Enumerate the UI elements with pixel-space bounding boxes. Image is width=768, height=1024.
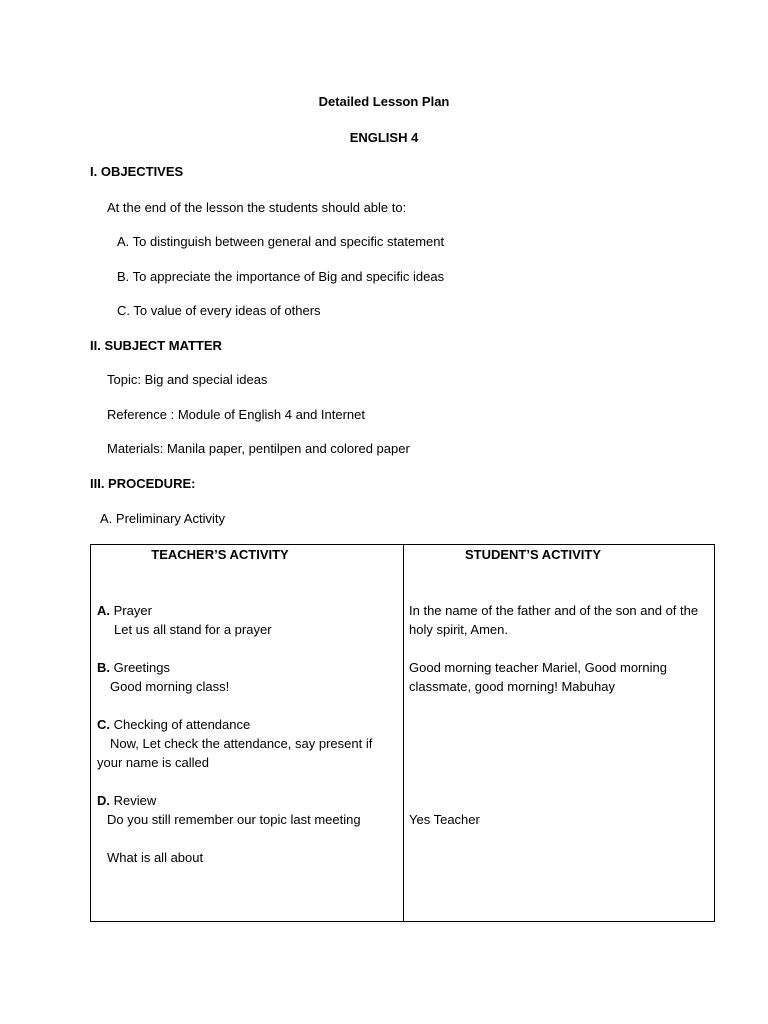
row-label: Review [113,793,157,808]
student-text: Yes Teacher [409,812,480,827]
subject-materials: Materials: Manila paper, pentilpen and colored paper [107,441,410,456]
row-letter: A. [97,603,110,618]
teacher-text: Now, Let check the attendance, say present if your name is called [97,736,373,770]
objective-item: A. To distinguish between general and specific statement [117,234,445,249]
table-row [97,715,397,772]
student-activity-header: STUDENT’S ACTIVITY [464,547,602,562]
subject-reference: Reference : Module of English 4 and Internet [107,407,365,422]
procedure-heading: III. PROCEDURE: [90,476,196,491]
row-letter: B. [97,660,110,675]
objective-item: B. To appreciate the importance of Big and specific ideas [117,269,445,284]
activity-table [90,544,715,922]
teacher-text: Do you still remember our topic last meeting [107,812,361,827]
procedure-sub-heading: A. Preliminary Activity [100,511,225,526]
row-label: Prayer [113,603,152,618]
subject-matter-heading: II. SUBJECT MATTER [90,338,222,353]
table-row [97,601,397,639]
row-label: Greetings [113,660,170,675]
objectives-heading: I. OBJECTIVES [90,164,184,179]
teacher-text: Let us all stand for a prayer [114,622,272,637]
teacher-activity-header: TEACHER’S ACTIVITY [151,547,289,562]
objectives-intro: At the end of the lesson the students should able to: [107,200,407,215]
subject-topic: Topic: Big and special ideas [107,372,268,387]
teacher-text: What is all about [107,850,204,865]
table-divider [403,545,404,921]
objective-item: C. To value of every ideas of others [117,303,321,318]
student-text: In the name of the father and of the son and of the holy spirit, Amen. [409,603,699,637]
table-row [97,658,397,696]
document-subject: ENGLISH 4 [349,130,419,145]
table-row [97,791,397,829]
document-title: Detailed Lesson Plan [318,94,450,109]
row-label: Checking of attendance [113,717,251,732]
row-letter: C. [97,717,110,732]
row-letter: D. [97,793,110,808]
teacher-text: Good morning class! [110,679,230,694]
student-text: Good morning teacher Mariel, Good morning classmate, good morning! Mabuhay [409,660,667,694]
